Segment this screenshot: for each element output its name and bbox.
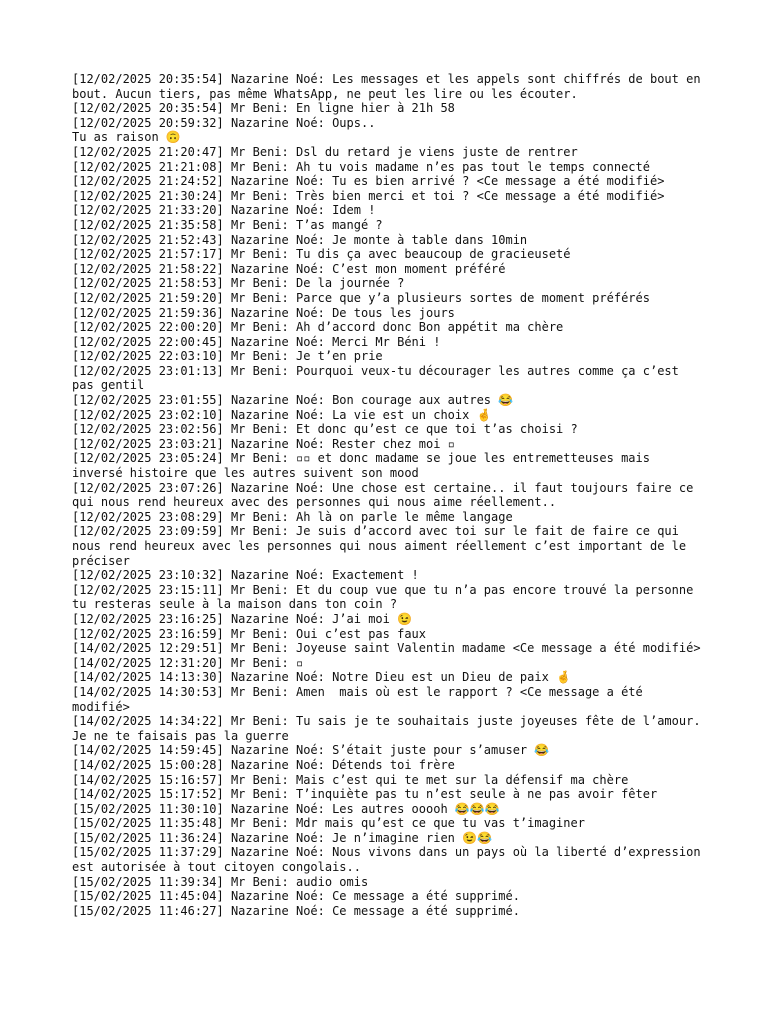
chat-line: [12/02/2025 21:57:17] Mr Beni: Tu dis ça avec beaucoup de gracieuseté: [72, 247, 571, 262]
chat-line: [12/02/2025 20:35:54] Mr Beni: En ligne hier à 21h 58: [72, 101, 455, 116]
chat-line: [14/02/2025 14:34:22] Mr Beni: Tu sais je te souhaitais juste joyeuses fête de l’amour. Je ne te faisais pas la guerre: [72, 714, 708, 743]
chat-line: [12/02/2025 23:02:56] Mr Beni: Et donc qu’est ce que toi t’as choisi ?: [72, 422, 578, 437]
chat-line: [12/02/2025 23:09:59] Mr Beni: Je suis d’accord avec toi sur le fait de faire ce qui nous rend heureux avec les personnes qui nous aiment réellement c’est important de le préciser: [72, 524, 694, 568]
chat-line: Tu as raison 🙃: [72, 130, 181, 145]
chat-line: [12/02/2025 21:24:52] Nazarine Noé: Tu es bien arrivé ? <Ce message a été modifié>: [72, 174, 665, 189]
chat-line: [14/02/2025 14:59:45] Nazarine Noé: S’était juste pour s’amuser 😂: [72, 743, 550, 758]
chat-line: [12/02/2025 23:01:55] Nazarine Noé: Bon courage aux autres 😂: [72, 393, 514, 408]
chat-line: [12/02/2025 23:10:32] Nazarine Noé: Exactement !: [72, 568, 419, 583]
chat-line: [12/02/2025 21:59:20] Mr Beni: Parce que y’a plusieurs sortes de moment préférés: [72, 290, 650, 305]
chat-line: [15/02/2025 11:37:29] Nazarine Noé: Nous vivons dans un pays où la liberté d’expression est autorisée à tout citoyen congolais..: [72, 845, 708, 875]
chat-line: [14/02/2025 14:30:53] Mr Beni: Amen mais où est le rapport ? <Ce message a été modifié>: [72, 684, 650, 714]
chat-line: [12/02/2025 21:20:47] Mr Beni: Dsl du retard je viens juste de rentrer: [72, 144, 578, 159]
chat-line: [12/02/2025 23:16:59] Mr Beni: Oui c’est pas faux: [72, 626, 427, 641]
chat-line: [12/02/2025 21:33:20] Nazarine Noé: Idem !: [72, 203, 376, 218]
chat-line: [12/02/2025 21:35:58] Mr Beni: T’as mangé ?: [72, 217, 383, 232]
chat-line: [12/02/2025 21:59:36] Nazarine Noé: De tous les jours: [72, 305, 455, 320]
chat-line: [12/02/2025 23:07:26] Nazarine Noé: Une chose est certaine.. il faut toujours faire ce qui nous rend heureux avec des personnes qui nous aime réellement..: [72, 480, 701, 510]
chat-line: [15/02/2025 11:35:48] Mr Beni: Mdr mais qu’est ce que tu vas t’imaginer: [72, 816, 585, 831]
chat-line: [15/02/2025 11:45:04] Nazarine Noé: Ce message a été supprimé.: [72, 889, 520, 904]
chat-line: [12/02/2025 21:58:22] Nazarine Noé: C’est mon moment préféré: [72, 261, 506, 276]
chat-line: [12/02/2025 23:05:24] Mr Beni: ▫▫ et donc madame se joue les entremetteuses mais inversé histoire que les autres suivent son mood: [72, 451, 658, 481]
chat-line: [12/02/2025 23:16:25] Nazarine Noé: J’ai moi 😉: [72, 611, 413, 626]
chat-line: [12/02/2025 22:00:20] Mr Beni: Ah d’accord donc Bon appétit ma chère: [72, 320, 564, 335]
chat-line: [15/02/2025 11:46:27] Nazarine Noé: Ce message a été supprimé.: [72, 903, 520, 918]
chat-line: [14/02/2025 12:29:51] Mr Beni: Joyeuse saint Valentin madame <Ce message a été modifié>: [72, 641, 701, 656]
chat-line: [12/02/2025 21:30:24] Mr Beni: Très bien merci et toi ? <Ce message a été modifié>: [72, 188, 665, 203]
chat-line: [12/02/2025 21:21:08] Mr Beni: Ah tu vois madame n’es pas tout le temps connecté: [72, 159, 650, 174]
chat-line: [14/02/2025 12:31:20] Mr Beni: ▫: [72, 655, 304, 670]
chat-line: [12/02/2025 23:08:29] Mr Beni: Ah là on parle le même langage: [72, 509, 513, 524]
chat-line: [14/02/2025 15:17:52] Mr Beni: T’inquiète pas tu n’est seule à ne pas avoir fêter: [72, 787, 658, 802]
chat-line: [12/02/2025 20:59:32] Nazarine Noé: Oups..: [72, 115, 376, 130]
chat-line: [12/02/2025 22:03:10] Mr Beni: Je t’en prie: [72, 349, 383, 364]
chat-line: [12/02/2025 20:35:54] Nazarine Noé: Les messages et les appels sont chiffrés de bout en bout. Aucun tiers, pas même WhatsApp, ne peut les lire ou les écouter.: [72, 72, 708, 101]
chat-line: [12/02/2025 21:58:53] Mr Beni: De la journée ?: [72, 276, 405, 291]
chat-export-document: [72, 72, 708, 918]
chat-line: [12/02/2025 23:03:21] Nazarine Noé: Rester chez moi ▫: [72, 436, 455, 451]
chat-line: [14/02/2025 14:13:30] Nazarine Noé: Notre Dieu est un Dieu de paix 🤞: [72, 670, 571, 685]
chat-line: [14/02/2025 15:16:57] Mr Beni: Mais c’est qui te met sur la défensif ma chère: [72, 772, 629, 787]
chat-line: [15/02/2025 11:39:34] Mr Beni: audio omis: [72, 874, 369, 889]
chat-line: [12/02/2025 23:15:11] Mr Beni: Et du coup vue que tu n’a pas encore trouvé la personne tu resteras seule à la maison dans ton coin ?: [72, 582, 701, 612]
chat-line: [15/02/2025 11:36:24] Nazarine Noé: Je n’imagine rien 😉😂: [72, 830, 493, 845]
chat-line: [12/02/2025 22:00:45] Nazarine Noé: Merci Mr Béni !: [72, 334, 441, 349]
chat-line: [14/02/2025 15:00:28] Nazarine Noé: Détends toi frère: [72, 757, 455, 772]
chat-line: [15/02/2025 11:30:10] Nazarine Noé: Les autres ooooh 😂😂😂: [72, 801, 500, 816]
chat-line: [12/02/2025 23:01:13] Mr Beni: Pourquoi veux-tu décourager les autres comme ça c’est pas gentil: [72, 363, 687, 393]
chat-line: [12/02/2025 23:02:10] Nazarine Noé: La vie est un choix 🤞: [72, 407, 492, 422]
chat-line: [12/02/2025 21:52:43] Nazarine Noé: Je monte à table dans 10min: [72, 232, 528, 247]
